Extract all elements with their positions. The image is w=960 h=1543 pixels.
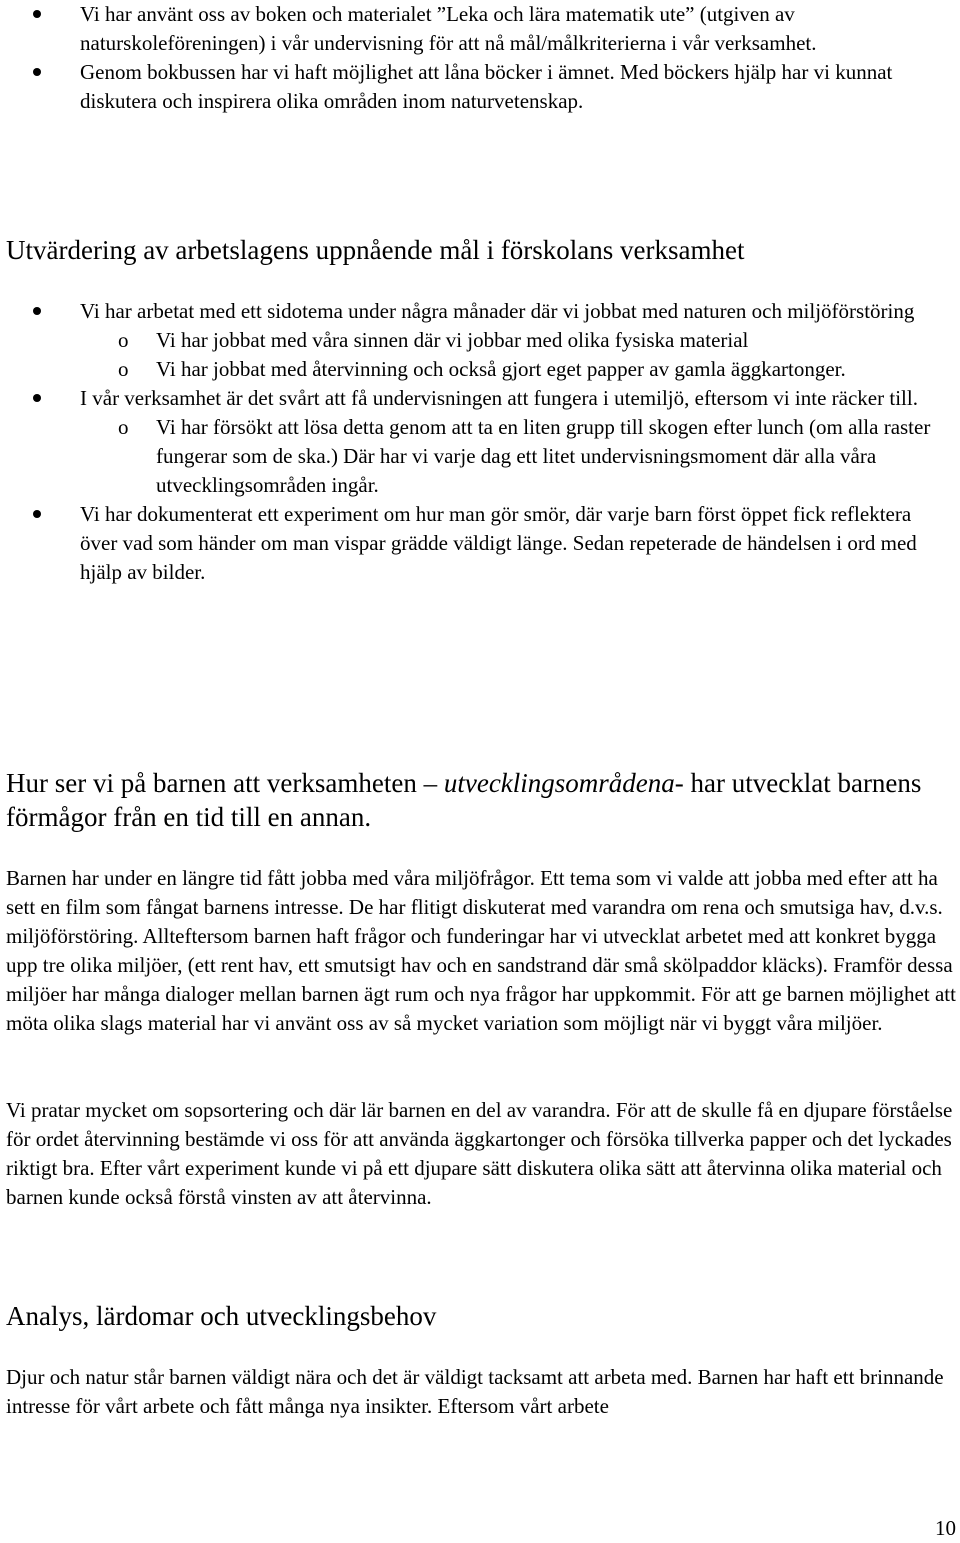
- heading-text-part1: Hur ser vi på barnen att verksamheten –: [6, 768, 444, 798]
- list-item-text: Vi har använt oss av boken och materialet ”Leka och lära matematik ute” (utgiven av naturskoleföreningen) i vår undervisning för att nå mål/målkriterierna i vår verksamhet.: [80, 2, 817, 55]
- paragraph: Djur och natur står barnen väldigt nära och det är väldigt tacksamt att arbeta med. Barnen har haft ett brinnande intresse för vårt arbete och fått många nya insikter. Eftersom vårt arbete: [6, 1365, 944, 1418]
- sub-list-item-text: Vi har försökt att lösa detta genom att ta en liten grupp till skogen efter lunch (om alla raster fungerar som de ska.) Där har vi varje dag ett litet undervisningsmoment där alla våra utvecklingsområden ingår.: [156, 415, 931, 497]
- sub-bullet-icon: o: [118, 328, 129, 352]
- bullet-icon: [33, 394, 41, 402]
- heading-text-italic: utvecklingsområdena: [443, 768, 675, 798]
- sub-list-item-text: Vi har jobbat med våra sinnen där vi jobbar med olika fysiska material: [156, 328, 749, 352]
- sub-list-item-text: Vi har jobbat med återvinning och också gjort eget papper av gamla äggkartonger.: [156, 357, 846, 381]
- section-heading-evaluation: Utvärdering av arbetslagens uppnående mål i förskolans verksamhet: [6, 235, 745, 265]
- list-item-text: Genom bokbussen har vi haft möjlighet att låna böcker i ämnet. Med böckers hjälp har vi kunnat diskutera och inspirera olika områden inom naturvetenskap.: [80, 60, 893, 113]
- page-number: 10: [935, 1516, 956, 1540]
- bullet-icon: [33, 10, 41, 18]
- section-heading-development: [6, 766, 956, 834]
- sub-list-item: [0, 355, 960, 384]
- list-item: [0, 297, 960, 326]
- sub-bullet-icon: o: [118, 415, 129, 439]
- section-heading-analysis: Analys, lärdomar och utvecklingsbehov: [6, 1301, 437, 1331]
- paragraph: Vi pratar mycket om sopsortering och där lär barnen en del av varandra. För att de skulle få en djupare förståelse för ordet återvinning bestämde vi oss för att använda äggkartonger och försöka tillverka papper och det lyckades riktigt bra. Efter vårt experiment kunde vi på ett djupare sätt diskutera olika sätt att återvinna olika material och barnen kunde också förstå vinsten av att återvinna.: [6, 1098, 953, 1209]
- bullet-icon: [33, 307, 41, 315]
- heading-text-part2: - har utvecklat barnens förmågor från en tid till en annan.: [6, 768, 922, 832]
- list-item-text: Vi har dokumenterat ett experiment om hur man gör smör, där varje barn först öppet fick reflektera över vad som händer om man vispar grädde väldigt länge. Sedan repeterade de händelsen i ord med hjälp av bilder.: [80, 502, 917, 584]
- sub-list-item: [0, 413, 960, 500]
- list-item-text: I vår verksamhet är det svårt att få undervisningen att fungera i utemiljö, eftersom vi inte räcker till.: [80, 386, 918, 410]
- evaluation-list: [0, 297, 960, 587]
- bullet-icon: [33, 510, 41, 518]
- list-item: [0, 0, 960, 58]
- list-item: [0, 500, 960, 587]
- list-item: [0, 58, 960, 116]
- top-bullet-list: [0, 0, 960, 116]
- sub-bullet-icon: o: [118, 357, 129, 381]
- list-item: [0, 384, 960, 413]
- paragraph: Barnen har under en längre tid fått jobba med våra miljöfrågor. Ett tema som vi valde att jobba med efter att ha sett en film som fångat barnens intresse. De har flitigt diskuterat med varandra om rena och smutsiga hav, d.v.s. miljöförstöring. Allteftersom barnen haft frågor och funderingar har vi utvecklat arbetet med att konkret bygga upp tre olika miljöer, (ett rent hav, ett smutsigt hav och en sandstrand där små skölpaddor kläcks). Framför dessa miljöer har många dialoger mellan barnen ägt rum och nya frågor har uppkommit. För att ge barnen möjlighet att möta olika slags material har vi använt oss av så mycket variation som möjligt när vi byggt våra miljöer.: [6, 866, 956, 1035]
- list-item-text: Vi har arbetat med ett sidotema under några månader där vi jobbat med naturen och miljöförstöring: [80, 299, 915, 323]
- sub-list-item: [0, 326, 960, 355]
- bullet-icon: [33, 68, 41, 76]
